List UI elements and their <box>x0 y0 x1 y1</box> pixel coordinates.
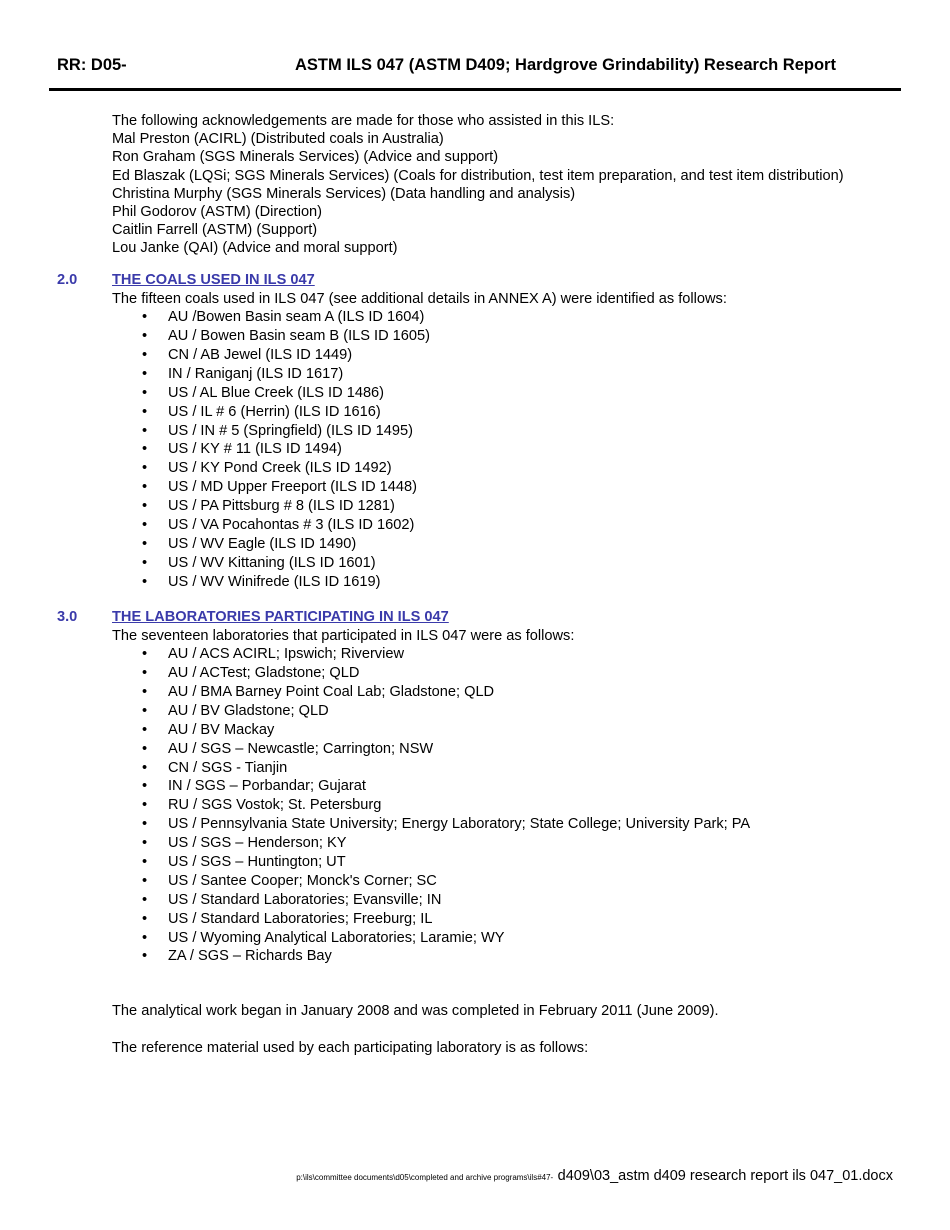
acknowledgement-item: Ed Blaszak (LQSi; SGS Minerals Services) (Coals for distribution, test item preparation, and test item distribution) <box>112 167 844 184</box>
section-2-body <box>112 290 727 592</box>
coal-list-item: • AU /Bowen Basin seam A (ILS ID 1604) <box>112 308 727 327</box>
section-2-number: 2.0 <box>57 272 78 288</box>
coal-list-item: • US / AL Blue Creek (ILS ID 1486) <box>112 384 727 403</box>
laboratory-list-item: • US / Wyoming Analytical Laboratories; Laramie; WY <box>112 929 750 948</box>
acknowledgement-item: Mal Preston (ACIRL) (Distributed coals in Australia) <box>112 131 444 148</box>
section-3-heading <box>57 609 449 625</box>
acknowledgement-item: Phil Godorov (ASTM) (Direction) <box>112 203 323 220</box>
coal-list-item: • US / IN # 5 (Springfield) (ILS ID 1495) <box>112 422 727 441</box>
coal-list-item: • US / VA Pocahontas # 3 (ILS ID 1602) <box>112 516 727 535</box>
report-title: ASTM ILS 047 (ASTM D409; Hardgrove Grindability) Research Report <box>295 56 836 74</box>
reference-material-intro: The reference material used by each participating laboratory is as follows: <box>112 1040 589 1056</box>
section-2-title: THE COALS USED IN ILS 047 <box>112 272 315 288</box>
section-2-heading <box>57 272 315 288</box>
analytical-work-dates: The analytical work began in January 2008 and was completed in February 2011 (June 2009). <box>112 1003 719 1019</box>
file-path-prefix: p:\ils\committee documents\d05\completed and archive programs\ils#47- <box>296 1173 554 1182</box>
laboratory-list-item: • ZA / SGS – Richards Bay <box>112 947 750 966</box>
coal-list-item: • US / WV Winifrede (ILS ID 1619) <box>112 573 727 592</box>
coal-list-item: • US / WV Eagle (ILS ID 1490) <box>112 535 727 554</box>
closing-paragraph-1 <box>112 1002 719 1020</box>
file-path-name: d409\03_astm d409 research report ils 047_01.docx <box>557 1168 893 1184</box>
section-3-body <box>112 627 750 966</box>
laboratory-list-item: • AU / BMA Barney Point Coal Lab; Gladstone; QLD <box>112 683 750 702</box>
coal-list-item: • US / MD Upper Freeport (ILS ID 1448) <box>112 478 727 497</box>
report-number: RR: D05- <box>57 56 127 74</box>
acknowledgements-intro: The following acknowledgements are made for those who assisted in this ILS: <box>112 113 615 129</box>
laboratory-list-item: • US / Standard Laboratories; Freeburg; IL <box>112 910 750 929</box>
coal-list-item: • US / WV Kittaning (ILS ID 1601) <box>112 554 727 573</box>
laboratory-list-item: • US / Standard Laboratories; Evansville; IN <box>112 891 750 910</box>
section-3-title: THE LABORATORIES PARTICIPATING IN ILS 047 <box>112 609 449 625</box>
coal-list-item: • US / KY Pond Creek (ILS ID 1492) <box>112 459 727 478</box>
laboratory-list-item: • IN / SGS – Porbandar; Gujarat <box>112 777 750 796</box>
laboratory-list-item: • US / SGS – Huntington; UT <box>112 853 750 872</box>
laboratories-list <box>56 645 750 966</box>
laboratory-list-item: • AU / BV Mackay <box>112 721 750 740</box>
page-header <box>57 56 857 78</box>
laboratory-list-item: • CN / SGS - Tianjin <box>112 759 750 778</box>
acknowledgement-item: Ron Graham (SGS Minerals Services) (Advice and support) <box>112 149 499 166</box>
coals-list <box>56 308 727 591</box>
laboratory-list-item: • US / Santee Cooper; Monck's Corner; SC <box>112 872 750 891</box>
laboratory-list-item: • AU / ACS ACIRL; Ipswich; Riverview <box>112 645 750 664</box>
coal-list-item: • US / KY # 11 (ILS ID 1494) <box>112 440 727 459</box>
laboratory-list-item: • AU / BV Gladstone; QLD <box>112 702 750 721</box>
header-divider <box>49 88 901 91</box>
closing-paragraph-2 <box>112 1039 588 1057</box>
laboratory-list-item: • US / SGS – Henderson; KY <box>112 834 750 853</box>
section-3-intro: The seventeen laboratories that participated in ILS 047 were as follows: <box>112 628 575 644</box>
acknowledgement-item: Lou Janke (QAI) (Advice and moral support) <box>112 240 398 257</box>
acknowledgement-item: Caitlin Farrell (ASTM) (Support) <box>112 222 318 239</box>
section-3-number: 3.0 <box>57 609 78 625</box>
coal-list-item: • AU / Bowen Basin seam B (ILS ID 1605) <box>112 327 727 346</box>
coal-list-item: • CN / AB Jewel (ILS ID 1449) <box>112 346 727 365</box>
page-footer <box>296 1167 893 1185</box>
coal-list-item: • US / IL # 6 (Herrin) (ILS ID 1616) <box>112 403 727 422</box>
section-2-intro: The fifteen coals used in ILS 047 (see additional details in ANNEX A) were identified as follows: <box>112 291 727 307</box>
coal-list-item: • IN / Raniganj (ILS ID 1617) <box>112 365 727 384</box>
laboratory-list-item: • AU / ACTest; Gladstone; QLD <box>112 664 750 683</box>
laboratory-list-item: • US / Pennsylvania State University; Energy Laboratory; State College; University Park; PA <box>112 815 750 834</box>
laboratory-list-item: • RU / SGS Vostok; St. Petersburg <box>112 796 750 815</box>
acknowledgements-block <box>112 112 844 258</box>
acknowledgement-item: Christina Murphy (SGS Minerals Services) (Data handling and analysis) <box>112 185 576 202</box>
coal-list-item: • US / PA Pittsburg # 8 (ILS ID 1281) <box>112 497 727 516</box>
laboratory-list-item: • AU / SGS – Newcastle; Carrington; NSW <box>112 740 750 759</box>
